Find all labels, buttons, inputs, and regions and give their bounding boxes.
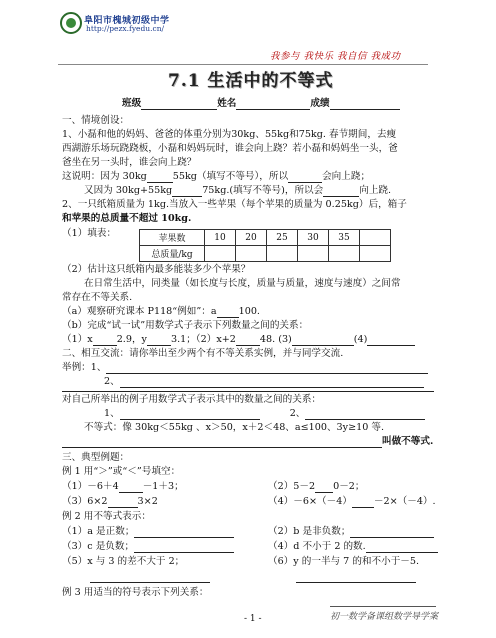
exp-c: 会向上跷；: [322, 171, 371, 182]
school-url: http://pezx.fyedu.cn/: [86, 24, 165, 33]
l1d: 0－2；: [333, 481, 365, 492]
s1-a: [62, 306, 260, 318]
l2b: 3×2: [137, 496, 158, 507]
score-label: 成绩: [310, 98, 330, 109]
s1-explain-2: [84, 185, 391, 197]
table-cell[interactable]: [360, 246, 391, 262]
blank-2[interactable]: [288, 172, 322, 183]
table-cell[interactable]: [236, 246, 267, 262]
school-emblem-icon: [60, 12, 82, 34]
blank-n1[interactable]: [120, 409, 260, 420]
exp2-c: 向上跷.: [359, 185, 392, 196]
exp-b: 55kg（填写不等号），所以: [172, 171, 289, 182]
section2-heading-rest: 请你举出至少两个有不等关系实例，并与同学交流.: [129, 348, 344, 359]
blank-4[interactable]: [323, 186, 359, 197]
s3-ex3: 例 3 用适当的符号表示下列关系：: [62, 587, 209, 598]
s2-def: [62, 436, 433, 448]
s3-m5: （5）x 与 3 的差不大于 2；: [62, 556, 185, 567]
page-title: 7.1 生活中的不等式: [168, 71, 334, 91]
s2-ineq: 不等式：像 30kg＜55kg 、x＞50，x＋2＜48、a≤100、3y≥10 等.: [84, 422, 385, 433]
s1-b: （b）完成“试一试”用数学式子表示下列数量之间的关系：: [62, 320, 309, 331]
exp2-b: 75kg.(填写不等号)，所以会: [202, 185, 324, 196]
blank-m2[interactable]: [350, 527, 434, 538]
footer-rule: [330, 606, 436, 607]
l2a: （3）6×2: [62, 496, 108, 507]
s1-explain-1: [62, 171, 370, 183]
c1: （1）x: [62, 334, 93, 345]
table-header-cell: 总质量/kg: [140, 246, 205, 262]
m3: （3）c 是负数；: [62, 541, 135, 552]
table-row: [140, 246, 391, 262]
s3-m1: [62, 526, 234, 538]
s1-p2: 2、一只纸箱质量为 1kg.当放入一些苹果（每个苹果的质量为 0.25kg）后，箱子: [62, 199, 407, 210]
table-cell: 25: [267, 230, 298, 246]
s1-c: [62, 334, 415, 346]
table-cell: 30: [298, 230, 329, 246]
answer-line-6[interactable]: [296, 582, 416, 583]
s3-m4: [268, 541, 438, 553]
s1-a-text: （a）观察研究课本 P118“例如”：a: [62, 306, 217, 317]
s3-ex1: 例 1 用“＞”或“＜”号填空：: [62, 466, 181, 477]
blank-c3[interactable]: [236, 335, 260, 346]
s2-ex2: [104, 376, 424, 388]
section3-heading: 三、典型例题：: [62, 452, 130, 463]
answer-line-5[interactable]: [90, 582, 210, 583]
header-rule: [58, 64, 428, 65]
score-blank[interactable]: [330, 99, 400, 110]
blank-m3[interactable]: [134, 542, 234, 553]
s3-l2-right: [268, 496, 436, 508]
table-cell[interactable]: [298, 246, 329, 262]
c4: 48. (3): [259, 334, 292, 345]
fill-label: （1）填表：: [62, 228, 117, 239]
blank-a[interactable]: [217, 307, 239, 318]
table-cell: 10: [205, 230, 236, 246]
n1: 1、: [104, 408, 120, 419]
table-row: [140, 230, 391, 246]
l1c: （2）5－2: [268, 481, 316, 492]
s3-m2: [268, 526, 434, 538]
s3-ex2: 例 2 用不等式表示：: [62, 511, 151, 522]
section1-heading: 一、情境创设：: [62, 115, 130, 126]
m2: （2）b 是非负数；: [268, 526, 351, 537]
exp-a: 这说明：因为 30kg: [62, 171, 147, 182]
s3-l2-left: [62, 496, 158, 508]
s1-p3b: 常存在不等关系.: [62, 292, 133, 303]
table-cell[interactable]: [205, 246, 236, 262]
c2: 2.9，y: [116, 334, 147, 345]
blank-m4[interactable]: [366, 542, 438, 553]
table-cell[interactable]: [267, 246, 298, 262]
table-cell[interactable]: [329, 246, 360, 262]
s2-n: [104, 408, 425, 420]
table-cell[interactable]: [360, 230, 391, 246]
blank-l2[interactable]: [315, 482, 333, 493]
blank-m1[interactable]: [134, 527, 234, 538]
n2: 2、: [289, 408, 306, 419]
class-label: 班级: [122, 98, 142, 109]
answer-line[interactable]: [62, 391, 434, 392]
blank-ex2[interactable]: [120, 377, 424, 388]
blank-c1[interactable]: [93, 335, 117, 346]
s1-a-end: 100.: [238, 306, 260, 317]
m1: （1）a 是正数；: [62, 526, 135, 537]
l1a: （1）－6＋4: [62, 481, 119, 492]
s3-m3: [62, 541, 234, 553]
school-name: 阜阳市槐城初级中学: [84, 16, 170, 26]
table-header-cell: 苹果数: [140, 230, 205, 246]
apple-table: [139, 229, 391, 262]
blank-l1[interactable]: [119, 482, 143, 493]
page-number: - 1 -: [244, 614, 262, 624]
s1-p2b: 和苹果的总质量不超过 10kg.: [62, 213, 192, 224]
footer-text: 初一数学备课组数学导学案: [330, 612, 439, 622]
blank-c2[interactable]: [147, 335, 171, 346]
motto: 我参与 我快乐 我自信 我成功: [270, 51, 401, 62]
s3-l1-left: [62, 481, 184, 493]
blank-1[interactable]: [147, 172, 173, 183]
name-blank[interactable]: [236, 99, 310, 110]
l2c: （4）－6×（－4）: [268, 496, 352, 507]
s3-m6: （6）y 的一半与 7 的和不小于－5.: [268, 556, 420, 567]
s2-ex1-label: 举例：1、: [62, 362, 107, 373]
info-line: [122, 98, 400, 110]
blank-3[interactable]: [172, 186, 202, 197]
s1-p1: 1、小磊和他的妈妈、爸爸的体重分别为30kg、55kg和75kg. 春节期间，去瘦: [62, 129, 397, 140]
l1b: －1＋3；: [142, 481, 184, 492]
s1-q2: （2）估计这只纸箱内最多能装多少个苹果？: [62, 264, 251, 275]
section2-heading-line: [62, 348, 343, 360]
s1-p1c: 爸坐在另一头时，谁会向上跷？: [62, 157, 197, 168]
name-label: 姓名: [217, 98, 237, 109]
s2-instr: 对自己所举出的例子用数学式子表示其中的数量之间的关系：: [62, 394, 322, 405]
blank-c5[interactable]: [367, 335, 415, 346]
blank-l3[interactable]: [108, 497, 138, 508]
s3-l1-right: [268, 481, 365, 493]
s1-p3: 在日常生活中，同类量（如长度与长度，质量与质量，速度与速度）之间常: [84, 278, 401, 289]
blank-def[interactable]: [62, 437, 382, 448]
section2-heading: 二、相互交流：: [62, 348, 130, 359]
exp2-a: 又因为 30kg+55kg: [84, 185, 173, 196]
m4: （4）d 不小于 2 的数.: [268, 541, 366, 552]
s1-p1b: 西湖游乐场玩跷跷板，小磊和妈妈玩时，谁会向上跷？若小磊和妈妈坐一头，爸: [62, 143, 398, 154]
s2-def-end: 叫做不等式.: [382, 436, 434, 447]
blank-ex1[interactable]: [106, 363, 428, 374]
blank-c4[interactable]: [292, 335, 354, 346]
blank-l4[interactable]: [352, 497, 374, 508]
c5: (4): [353, 334, 368, 345]
table-cell: 20: [236, 230, 267, 246]
blank-n2[interactable]: [305, 409, 425, 420]
l2d: －2×（－4）.: [373, 496, 436, 507]
s2-ex1: [62, 362, 428, 374]
table-cell: 35: [329, 230, 360, 246]
c3: 3.1；（2）x+2: [170, 334, 236, 345]
class-blank[interactable]: [141, 99, 217, 110]
s2-ex2-label: 2、: [104, 376, 120, 387]
